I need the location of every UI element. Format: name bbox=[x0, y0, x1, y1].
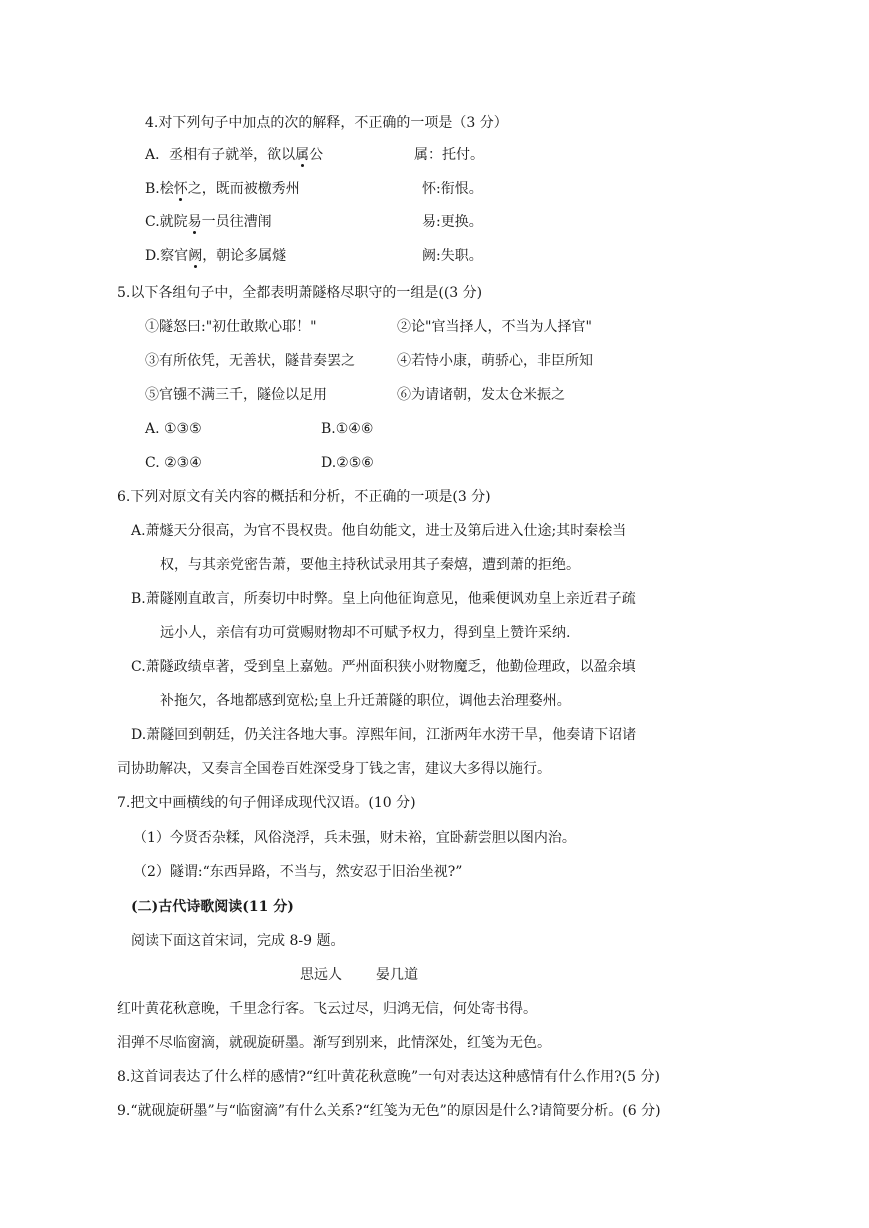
question-6-line: 远小人，亲信有功可赏赐财物却不可赋予权力，得到皇上赞许采纳. bbox=[160, 625, 571, 641]
question-6-line: B.萧隧刚直敢言，所奏切中时弊。皇上向他征询意见，他乘便讽劝皇上亲近君子疏 bbox=[131, 591, 636, 607]
poem-title: 思远人 bbox=[300, 967, 342, 983]
question-4-gloss-a: 属：托付。 bbox=[414, 147, 484, 163]
question-9: 9.“就砚旋研墨”与“临窗滴”有什么关系?“红笺为无色”的原因是什么?请简要分析。(6 分) bbox=[117, 1103, 661, 1119]
question-4-option-d: D.察官阙，朝论多属燧 bbox=[145, 248, 287, 264]
question-5-item-2: ②论"官当择人，不当为人择官" bbox=[397, 319, 592, 335]
question-4-gloss-c: 易:更换。 bbox=[422, 214, 483, 230]
poem-line: 红叶黄花秋意晚，千里念行客。飞云过尽，归鸿无信，何处寄书得。 bbox=[117, 1001, 537, 1017]
question-7-stem: 7.把文中画横线的句子佣译成现代汉语。(10 分) bbox=[117, 795, 416, 811]
section-intro: 阅读下面这首宋词，完成 8-9 题。 bbox=[131, 933, 345, 949]
emphasis-dot-char: 易 bbox=[187, 214, 202, 230]
question-5-item-3: ③有所依凭，无善状，隧昔奏罢之 bbox=[145, 353, 355, 369]
question-5-item-5: ⑤官镪不满三千，隧俭以足用 bbox=[145, 387, 327, 403]
poem-line: 泪弹不尽临窗滴，就砚旋研墨。渐写到别来，此情深处，红笺为无色。 bbox=[117, 1035, 551, 1051]
question-4-stem: 4.对下列句子中加点的次的解释，不正确的一项是（3 分） bbox=[145, 115, 508, 131]
question-6-line: C.萧隧政绩卓著，受到皇上嘉勉。严州面积狭小财物魔乏，他勤俭理政，以盈余填 bbox=[131, 659, 636, 675]
question-5-item-6: ⑥为请诸朝，发太仓米振之 bbox=[397, 387, 565, 403]
question-4-option-a: A．丞相有子就举，欲以属公 bbox=[145, 147, 324, 163]
question-4-gloss-d: 阙:失职。 bbox=[422, 248, 483, 264]
question-5-choice-c: C. ②③④ bbox=[145, 455, 202, 471]
question-5-choice-a: A. ①③⑤ bbox=[145, 421, 202, 437]
emphasis-dot-char: 怀 bbox=[173, 181, 188, 197]
section-heading: (二)古代诗歌阅读(11 分) bbox=[131, 899, 294, 915]
question-4-gloss-b: 怀:衔恨。 bbox=[422, 181, 483, 197]
question-5-choice-d: D.②⑤⑥ bbox=[321, 455, 374, 471]
question-5-choice-b: B.①④⑥ bbox=[321, 421, 374, 437]
question-5-item-4: ④若恃小康，萌骄心，非臣所知 bbox=[397, 353, 593, 369]
question-6-line: D.萧隧回到朝廷，仍关注各地大事。淳熙年间，江浙两年水涝干旱，他奏请下诏诸 bbox=[131, 727, 637, 743]
question-6-stem: 6.下列对原文有关内容的概括和分析，不正确的一项是(3 分) bbox=[117, 489, 491, 505]
question-5-item-1: ①隧怒曰:"初仕敢欺心耶！" bbox=[145, 319, 317, 335]
emphasis-dot-char: 属 bbox=[295, 147, 310, 163]
question-6-line: 补拖欠，各地都感到宽松;皇上升迁萧隧的职位，调他去治理婺州。 bbox=[160, 693, 571, 709]
question-8: 8.这首词表达了什么样的感情?“红叶黄花秋意晚”一句对表达这种感情有什么作用?(5 分) bbox=[117, 1069, 660, 1085]
question-4-option-c: C.就院易一员往漕闱 bbox=[145, 214, 272, 230]
poem-author: 晏几道 bbox=[376, 967, 418, 983]
question-6-line: 权，与其亲党密告萧，要他主持秋试录用其子秦熺，遭到萧的拒绝。 bbox=[160, 557, 580, 573]
question-7-item-2: （2）隧谓:“东西异路，不当与，然安忍于旧治坐视?” bbox=[133, 864, 463, 880]
question-5-stem: 5.以下各组句子中，全都表明萧隧格尽职守的一组是((3 分) bbox=[117, 285, 483, 301]
question-4-option-b: B.桧怀之，既而被檄秀州 bbox=[145, 181, 300, 197]
emphasis-dot-char: 阙 bbox=[188, 248, 203, 264]
question-6-line: A.萧燧天分很高，为官不畏权贵。他自幼能文，进士及第后进入仕途;其时秦桧当 bbox=[131, 523, 627, 539]
question-6-line: 司协助解决，又奏言全国卷百姓深受身丁钱之害，建议大多得以施行。 bbox=[117, 761, 551, 777]
question-7-item-1: （1）今贤否杂糅，风俗浇浮，兵未强，财未裕，宜卧薪尝胆以图内治。 bbox=[133, 830, 576, 846]
